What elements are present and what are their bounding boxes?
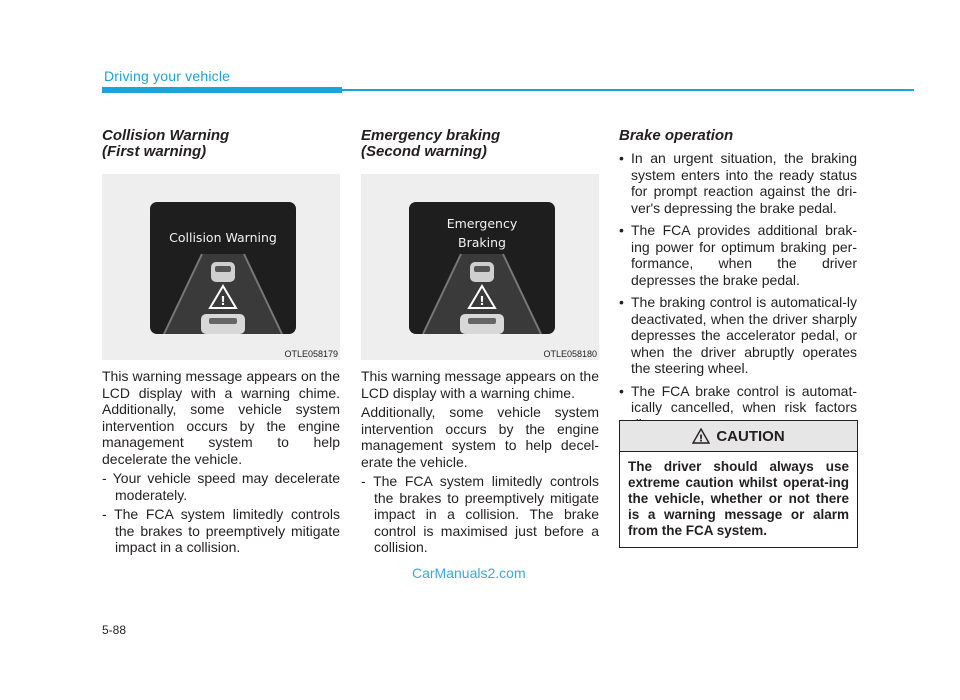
list-item: • The braking control is automatical-ly deactivated, when the driver sharply depresses the accelerator pedal, or when the driver abruptly operates the steering wheel. [619, 294, 857, 377]
paragraph: This warning message appears on the LCD display with a warning chime. Additionally, some vehicle system intervention occurs by the engine management system to help decelerate the vehicle. [102, 368, 340, 467]
figure-code: OTLE058179 [284, 349, 338, 359]
figure-emergency-braking [361, 174, 599, 360]
header-rule-thin [342, 89, 914, 91]
section-title-brake-operation: Brake operation [619, 127, 734, 144]
header-rule-thick [102, 87, 342, 93]
list-item: • The FCA brake control is automat-ically cancelled, when risk factors [619, 383, 857, 433]
paragraph: - The FCA system limitedly controls the brakes to preemptively mitigate impact in a collision. The brake control is maximised just before a collision. [361, 473, 599, 555]
caution-header [620, 421, 857, 452]
warning-triangle-icon [692, 428, 710, 444]
list-item: • The FCA provides additional brak-ing power for optimum braking per-formance, when the driver depresses the brake pedal. [619, 222, 857, 288]
svg-text:!: ! [220, 294, 226, 308]
page-number: 5-88 [102, 623, 127, 637]
paragraph: Additionally, some vehicle system intervention occurs by the engine management system to help decel-erate the vehicle. [361, 404, 599, 470]
section-title-emergency-braking: Emergency braking (Second warning) [361, 127, 501, 160]
caution-label: CAUTION [716, 427, 785, 445]
lcd-text-line-1: Collision Warning [169, 230, 277, 245]
list-item: • In an urgent situation, the braking system enters into the ready status for prompt reaction against the dri-ver's depressing the brake pedal. [619, 150, 857, 216]
paragraph: - Your vehicle speed may decelerate moderately. [102, 470, 340, 503]
bullet-list-brake-operation [619, 150, 857, 432]
lcd-display-emergency-braking [409, 202, 555, 334]
caution-text: The driver should always use extreme caution whilst operat-ing the vehicle, whether or not there is a warning message or alarm from the FCA system. [628, 459, 849, 538]
body-text-emergency-braking [361, 368, 599, 556]
lcd-text-line-1: Emergency [446, 216, 518, 231]
caution-box [619, 420, 858, 548]
body-text-collision-warning [102, 368, 340, 556]
svg-text:!: ! [699, 433, 704, 444]
watermark-link[interactable]: CarManuals2.com [412, 565, 526, 581]
svg-text:!: ! [479, 294, 485, 308]
paragraph: - The FCA system limitedly controls the brakes to preemptively mitigate impact in a collision. [102, 506, 340, 555]
section-header-title: Driving your vehicle [104, 68, 231, 84]
column-brake-operation [619, 128, 857, 438]
lcd-display-collision-warning [150, 202, 296, 334]
column-collision-warning [102, 128, 340, 559]
column-emergency-braking [361, 128, 599, 559]
figure-collision-warning [102, 174, 340, 360]
paragraph: This warning message appears on the LCD display with a warning chime. [361, 368, 599, 401]
lcd-text-line-2: Braking [458, 235, 506, 250]
section-title-collision-warning: Collision Warning (First warning) [102, 127, 230, 160]
figure-code: OTLE058180 [543, 349, 597, 359]
